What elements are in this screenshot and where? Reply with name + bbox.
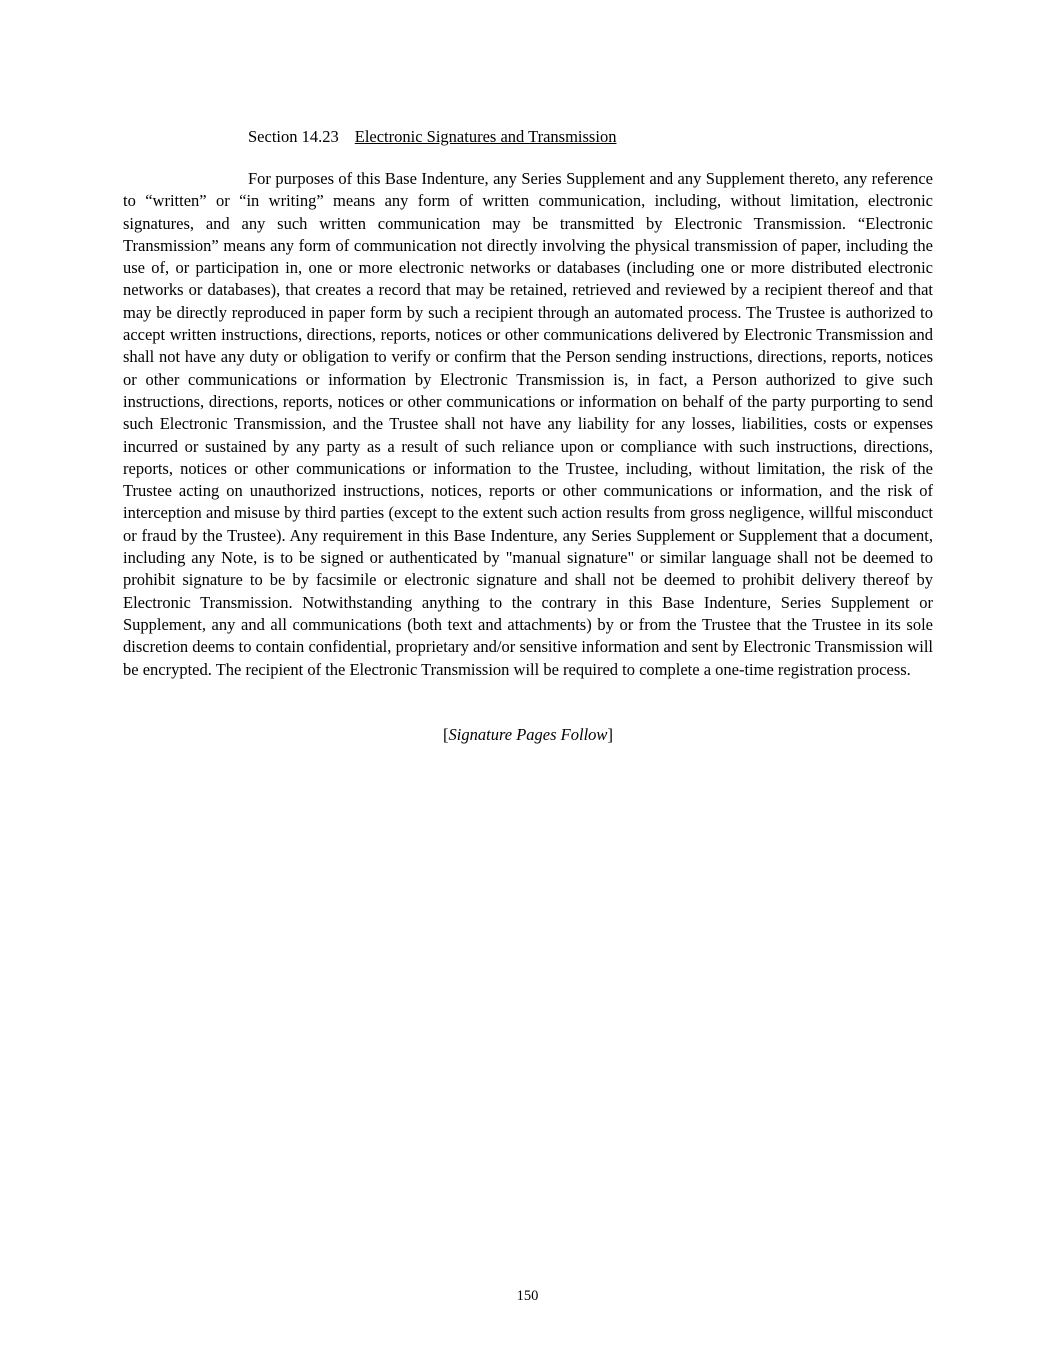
page-content — [123, 126, 933, 746]
signature-pages-note — [123, 724, 933, 746]
section-number: Section 14.23 — [248, 127, 339, 146]
signature-note-bracket-open: [ — [443, 724, 449, 744]
signature-note-bracket-close: ] — [607, 724, 613, 744]
page-number: 150 — [516, 1288, 539, 1304]
body-paragraph: For purposes of this Base Indenture, any Series Supplement and any Supplement thereto, any reference to “written” or “in writing” means any form of written communication, including, without limitation, electronic signatures, and any such written communication may be transmitted by Electronic Transmission. “Electronic Transmission” means any form of communication not directly involving the physical transmission of paper, including the use of, or participation in, one or more electronic networks or databases (including one or more distributed electronic networks or databases), that creates a record that may be retained, retrieved and reviewed by a recipient thereof and that may be directly reproduced in paper form by such a recipient through an automated process. The Trustee is authorized to accept written instructions, directions, reports, notices or other communications delivered by Electronic Transmission and shall not have any duty or obligation to verify or confirm that the Person sending instructions, directions, reports, notices or other communications or information by Electronic Transmission is, in fact, a Person authorized to give such instructions, directions, reports, notices or other communications or information on behalf of the party purporting to send such Electronic Transmission, and the Trustee shall not have any liability for any losses, liabilities, costs or expenses incurred or sustained by any party as a result of such reliance upon or compliance with such instructions, directions, reports, notices or other communications or information to the Trustee, including, without limitation, the risk of the Trustee acting on unauthorized instructions, notices, reports or other communications or information, and the risk of interception and misuse by third parties (except to the extent such action results from gross negligence, willful misconduct or fraud by the Trustee). Any requirement in this Base Indenture, any Series Supplement or Supplement that a document, including any Note, is to be signed or authenticated by "manual signature" or similar language shall not be deemed to prohibit signature to be by facsimile or electronic signature and shall not be deemed to prohibit delivery thereof by Electronic Transmission. Notwithstanding anything to the contrary in this Base Indenture, Series Supplement or Supplement, any and all communications (both text and attachments) by or from the Trustee that the Trustee in its sole discretion deems to contain confidential, proprietary and/or sensitive information and sent by Electronic Transmission will be encrypted. The recipient of the Electronic Transmission will be required to complete a one-time registration process. — [123, 169, 933, 679]
section-heading — [123, 126, 933, 148]
section-title: Electronic Signatures and Transmission — [354, 127, 617, 146]
signature-note-text: Signature Pages Follow — [448, 724, 608, 744]
